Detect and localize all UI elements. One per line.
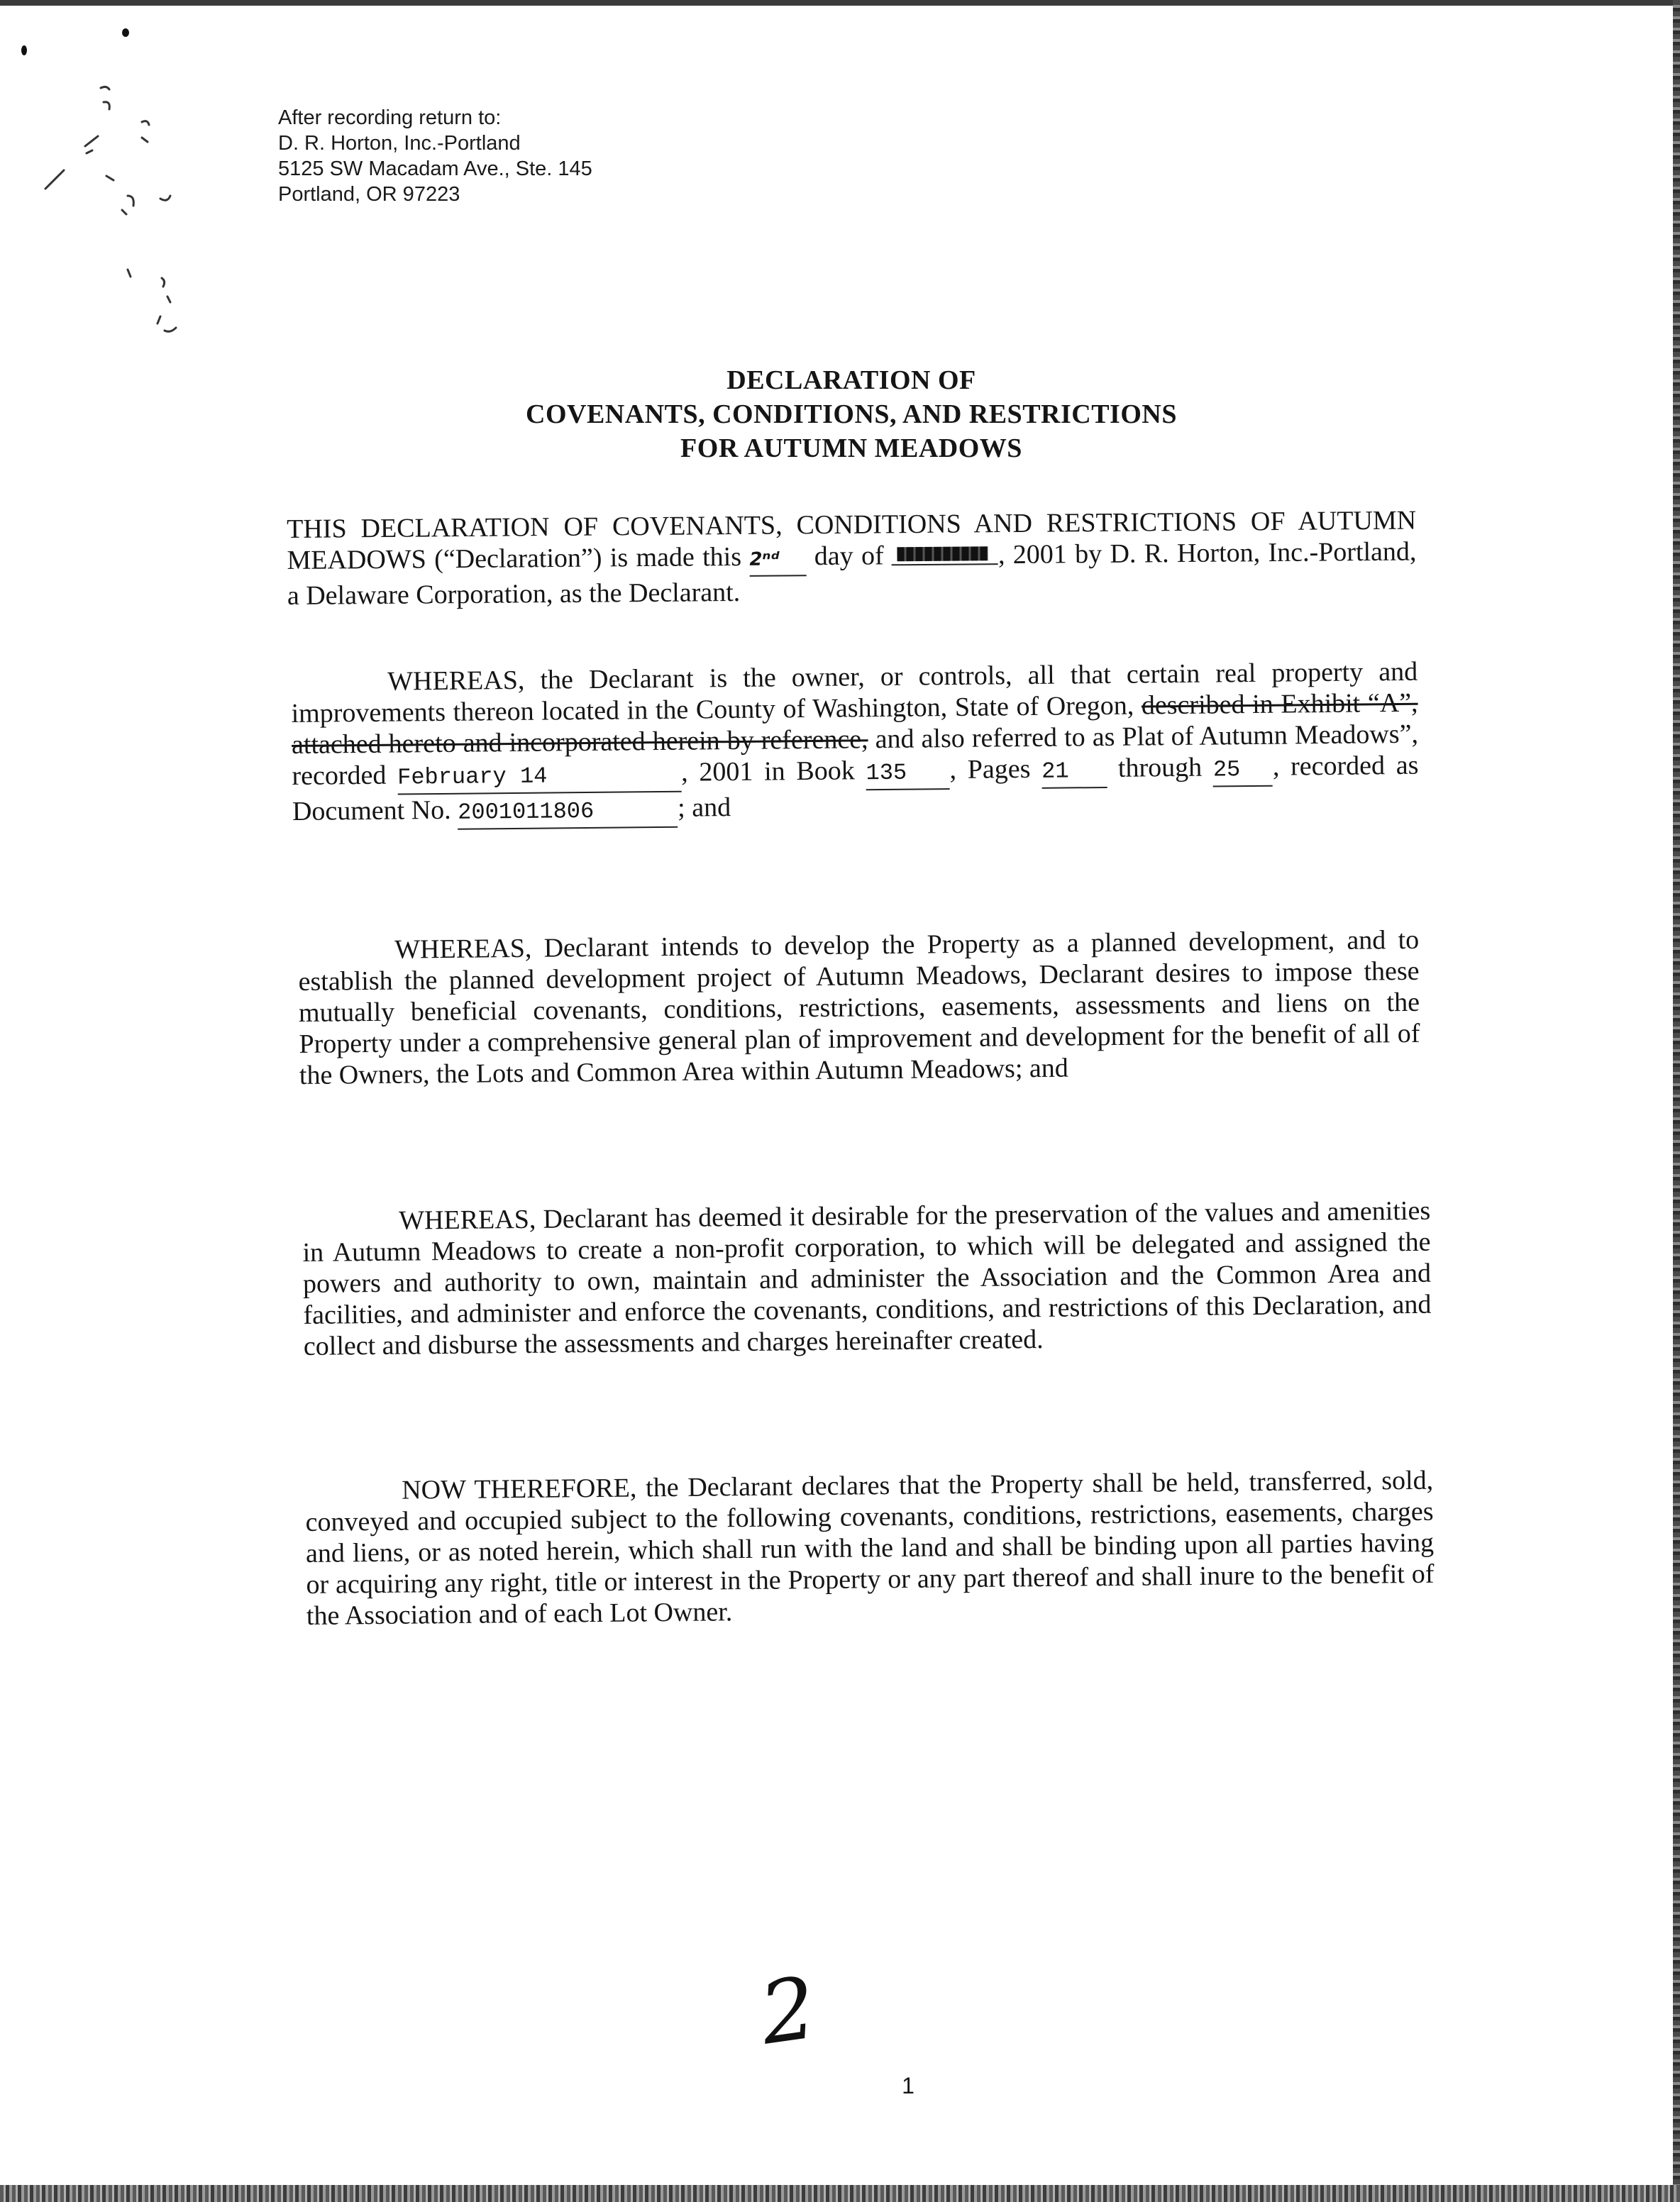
return-address-line: After recording return to:: [278, 106, 502, 129]
paragraph-text: WHEREAS, Declarant has deemed it desirable for the preservation of the values and amenities in Autumn Meadows to create a non-profit corporation, to which will be delegated and assigned the powers and authority to own, maintain and administer the Association and the Common Area and facilities, and administer and enforce the covenants, conditions, and restrictions of this Declaration, and collect and disburse the assessments and charges hereinafter created.: [302, 1195, 1432, 1361]
redacted-month-field: [892, 545, 998, 565]
intro-text: , 2001 by D. R. Horton, Inc.-Portland, a Delaware Corporation, as the Declarant.: [287, 536, 1417, 611]
paragraph-text: , recorded as Document No.: [292, 750, 1419, 826]
whereas-paragraph-2: [298, 924, 1420, 1091]
scan-speck: [122, 28, 129, 37]
whereas-paragraph-1: [291, 656, 1419, 831]
return-address-line: D. R. Horton, Inc.-Portland: [278, 132, 521, 155]
return-address-line: Portland, OR 97223: [278, 183, 460, 206]
title-line: COVENANTS, CONDITIONS, AND RESTRICTIONS: [526, 399, 1177, 429]
whereas-paragraph-3: [302, 1195, 1432, 1362]
margin-stamp-marks: [35, 71, 206, 341]
paragraph-text: WHEREAS, the Declarant is the owner, or controls, all that certain real property and improvements thereon located in the County of Washington, State of Oregon,: [291, 656, 1418, 729]
title-line: DECLARATION OF: [726, 365, 976, 395]
day-field: 2ⁿᵈ: [749, 543, 806, 577]
intro-text: THIS DECLARATION OF COVENANTS, CONDITIONS AND RESTRICTIONS OF AUTUMN MEADOWS (“Declaration”) is made this: [287, 505, 1417, 575]
paragraph-text: ; and: [677, 792, 731, 823]
intro-paragraph: [287, 504, 1417, 611]
document-title: [397, 363, 1305, 465]
return-address-line: 5125 SW Macadam Ave., Ste. 145: [278, 157, 592, 180]
document-number-field: 2001011806: [458, 795, 678, 830]
now-therefore-paragraph: [305, 1465, 1435, 1632]
scan-edge-top: [0, 0, 1680, 6]
paragraph-text: and also referred to as Plat of Autumn Meadows”, recorded: [292, 719, 1419, 791]
recorded-date-field: February 14: [397, 760, 681, 795]
book-field: 135: [866, 757, 949, 790]
page-from-field: 21: [1041, 756, 1107, 789]
paragraph-text: , 2001 in Book: [680, 756, 866, 787]
page-number: 1: [902, 2073, 914, 2098]
intro-text: day of: [806, 541, 892, 572]
paragraph-text: WHEREAS, Declarant intends to develop the Property as a planned development, and to establish the planned development project of Autumn Meadows, Declarant desires to impose these mutually beneficial covenants, conditions, restrictions, easements, assessments and liens on the Property under a comprehensive general plan of improvement and development for the benefit of all of the Owners, the Lots and Common Area within Autumn Meadows; and: [298, 924, 1420, 1090]
struck-text: described in Exhibit “A”, attached hereto and incorporated herein by reference,: [291, 687, 1418, 760]
return-address-block: [278, 105, 592, 207]
title-line: FOR AUTUMN MEADOWS: [680, 433, 1022, 463]
paragraph-text: through: [1106, 752, 1214, 783]
handwritten-page-mark: 2: [754, 1959, 822, 2064]
scan-speck: [21, 45, 27, 55]
scan-edge-bottom: [0, 2185, 1680, 2202]
page-to-field: 25: [1213, 754, 1273, 787]
paragraph-text: , Pages: [949, 753, 1042, 785]
paragraph-text: NOW THEREFORE, the Declarant declares that the Property shall be held, transferred, sold, conveyed and occupied subject to the following covenants, conditions, restrictions, easements, charges and liens, or as noted herein, which shall run with the land and shall be binding upon all parties having or acquiring any right, title or interest in the Property or any part thereof and shall inure to the benefit of the Association and of each Lot Owner.: [305, 1465, 1435, 1631]
scan-edge-right: [1673, 0, 1680, 2202]
